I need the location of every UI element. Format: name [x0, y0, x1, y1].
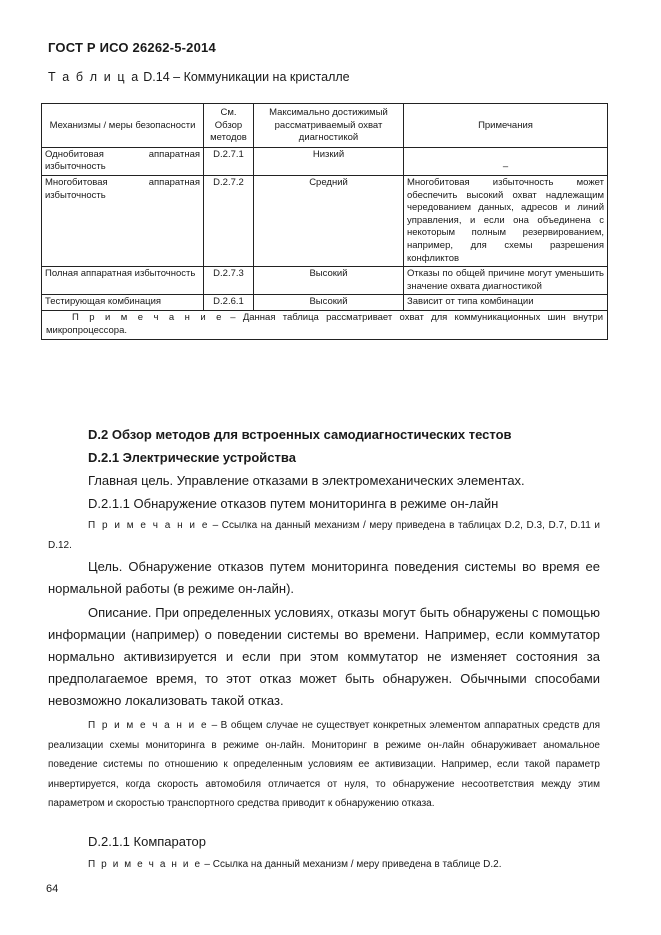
- table-footnote-row: [42, 310, 608, 339]
- cell-mechanism: Полная аппаратная избыточность: [42, 267, 204, 295]
- main-goal-paragraph: Главная цель. Управление отказами в электромеханических элементах.: [88, 473, 525, 488]
- column-header-notes: Примечания: [404, 104, 608, 148]
- note-label: П р и м е ч а н и е: [88, 520, 209, 531]
- cell-mechanism: Тестирующая комбинация: [42, 295, 204, 311]
- table-row: [42, 175, 608, 266]
- cell-ref: D.2.7.3: [204, 267, 254, 295]
- section-heading-d2: D.2 Обзор методов для встроенных самодиагностических тестов: [88, 427, 512, 442]
- cell-notes: Многобитовая избыточность может обеспечить высокий охват надлежащим чередованием данных, адресов и линий управления, и если она объединена с некоторым полным резервированием, например, для схемы разрешения конфликтов: [404, 175, 608, 266]
- note-text: – В общем случае не существует конкретных элементом аппаратных средств для реализации схемы мониторинга в режиме он-лайн. Мониторинг в режиме он-лайн обнаруживает аномальное поведение системы по отношению к определенным условиям ее активизации. Например, если такой параметр инвертируется, когда скорость автомобиля отличается от нуля, то обнаружение несоответствия между этим параметром и скоростью транспортного средства приводит к обнаружению отказа.: [48, 720, 600, 809]
- subsection-heading-d2111: D.2.1.1 Обнаружение отказов путем мониторинга в режиме он-лайн: [88, 496, 499, 511]
- page-number: 64: [46, 883, 59, 895]
- table-caption: [48, 70, 350, 84]
- note-paragraph-3: [48, 855, 600, 875]
- table-footnote-text: – Данная таблица рассматривает охват для коммуникационных шин внутри микропроцессора.: [46, 311, 603, 336]
- table-header-row: [42, 104, 608, 148]
- document-header: ГОСТ Р ИСО 26262-5-2014: [48, 40, 216, 55]
- table-footnote-label: П р и м е ч а н и е: [72, 311, 224, 323]
- cell-mechanism: Многобитовая аппаратная избыточность: [42, 175, 204, 266]
- cell-mechanism: Однобитовая аппаратная избыточность: [42, 147, 204, 175]
- cell-notes: Зависит от типа комбинации: [404, 295, 608, 311]
- cell-coverage: Высокий: [254, 267, 404, 295]
- cell-coverage: Высокий: [254, 295, 404, 311]
- note-label: П р и м е ч а н и е: [88, 720, 209, 731]
- cell-ref: D.2.6.1: [204, 295, 254, 311]
- table-row: [42, 147, 608, 175]
- cell-ref: D.2.7.1: [204, 147, 254, 175]
- column-header-ref: См. Обзор методов: [204, 104, 254, 148]
- note-label: П р и м е ч а н и е: [88, 859, 202, 870]
- note-text: – Ссылка на данный механизм / меру приведена в таблице D.2.: [201, 859, 502, 870]
- cell-coverage: Низкий: [254, 147, 404, 175]
- goal-paragraph: Цель. Обнаружение отказов путем мониторинга поведения системы во время ее нормальной работы (в режиме он-лайн).: [48, 559, 600, 596]
- subsection-heading-comparator: D.2.1.1 Компаратор: [88, 834, 206, 849]
- table-caption-label: Т а б л и ц а: [48, 70, 140, 84]
- cell-ref: D.2.7.2: [204, 175, 254, 266]
- section-heading-d21: D.2.1 Электрические устройства: [88, 450, 296, 465]
- diagnostic-coverage-table: [41, 103, 608, 340]
- column-header-mechanism: Механизмы / меры безопасности: [42, 104, 204, 148]
- note-paragraph-1: [48, 516, 600, 555]
- cell-notes: –: [404, 147, 608, 175]
- table-row: [42, 267, 608, 295]
- description-paragraph: Описание. При определенных условиях, отказы могут быть обнаружены с помощью информации (например) о поведении системы во времени. Например, если коммутатор нормально активизируется и если при этом коммутатор не изменяет состояния за предполагаемое время, то этот отказ может быть обнаружен. Обычными способами невозможно локализовать такой отказ.: [48, 605, 600, 708]
- cell-coverage: Средний: [254, 175, 404, 266]
- table-row: [42, 295, 608, 311]
- table-footnote: [42, 310, 608, 339]
- cell-notes: Отказы по общей причине могут уменьшить значение охвата диагностикой: [404, 267, 608, 295]
- note-text: – Ссылка на данный механизм / меру приведена в таблицах D.2, D.3, D.7, D.11 и D.12.: [48, 520, 600, 551]
- note-paragraph-2: [48, 716, 600, 814]
- column-header-coverage: Максимально достижимый рассматриваемый охват диагностикой: [254, 104, 404, 148]
- table-caption-text: D.14 – Коммуникации на кристалле: [143, 70, 350, 84]
